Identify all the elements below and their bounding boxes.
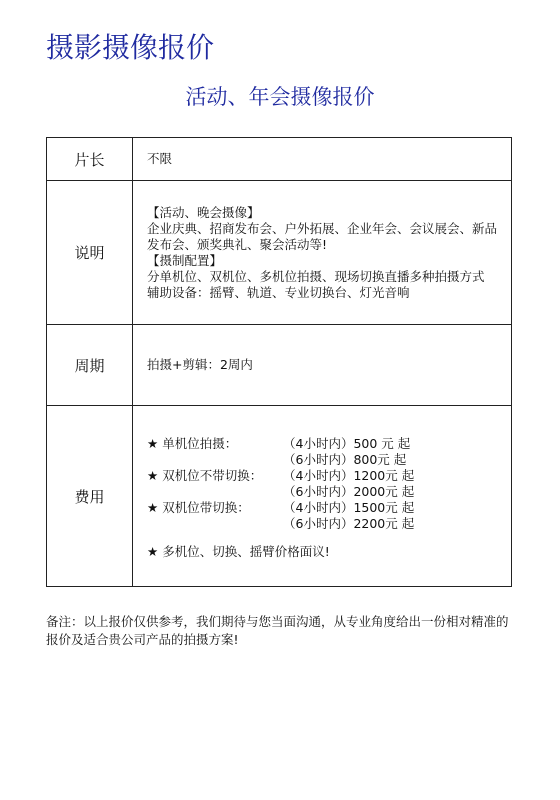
fee-item-name-wrap [147, 500, 283, 516]
table-row-fee [47, 406, 512, 587]
fee-item-name: 单机位拍摄： [162, 436, 238, 451]
table-row-duration [47, 138, 512, 181]
fee-item [147, 468, 503, 484]
fee-item-price: （6小时内）2000元 起 [283, 484, 415, 499]
table-row-cycle [47, 325, 512, 406]
cycle-label: 周期 [47, 325, 133, 406]
fee-item-name-wrap [147, 468, 283, 484]
fee-item-price: （6小时内）2200元 起 [283, 516, 415, 531]
star-icon: ★ [147, 468, 159, 483]
cycle-value: 拍摄+剪辑：2周内 [133, 325, 512, 406]
page-title: 摄影摄像报价 [46, 31, 215, 64]
description-line: 分单机位、双机位、多机位拍摄、现场切换直播多种拍摄方式 [147, 268, 485, 284]
fee-content [133, 406, 512, 587]
fee-item-continued [147, 516, 503, 532]
description-line: 辅助设备：摇臂、轨道、专业切换台、灯光音响 [147, 284, 410, 300]
star-icon: ★ [147, 436, 159, 451]
description-line: 【活动、晚会摄像】 [147, 204, 260, 220]
fee-list [147, 432, 503, 560]
fee-item-spacer [147, 484, 283, 500]
footnote: 备注：以上报价仅供参考，我们期待与您当面沟通，从专业角度给出一份相对精准的报价及适合贵公司产品的拍摄方案! [46, 614, 509, 647]
fee-item [147, 436, 503, 452]
fee-item-price: （4小时内）1500元 起 [283, 500, 415, 515]
fee-item-price: （6小时内）800元 起 [283, 452, 407, 467]
fee-item-name-wrap [147, 436, 283, 452]
description-line: 【摄制配置】 [147, 252, 223, 268]
fee-label: 费用 [47, 406, 133, 587]
star-icon: ★ [147, 500, 159, 515]
fee-note [147, 544, 503, 560]
description-line: 企业庆典、招商发布会、户外拓展、企业年会、会议展会、新品发布会、颁奖典礼、聚会活动等! [147, 220, 498, 252]
fee-item-name: 双机位带切换： [162, 500, 250, 515]
page-subtitle: 活动、年会摄像报价 [185, 85, 375, 109]
star-icon: ★ [147, 544, 159, 559]
fee-note-text: 多机位、切换、摇臂价格面议! [162, 544, 330, 559]
fee-item-spacer [147, 452, 283, 468]
fee-item-price: （4小时内）500 元 起 [283, 436, 411, 451]
fee-item [147, 500, 503, 516]
duration-label: 片长 [47, 138, 133, 181]
fee-item-spacer [147, 516, 283, 532]
quote-table [46, 137, 512, 587]
description-label: 说明 [47, 181, 133, 325]
fee-item-name: 双机位不带切换： [162, 468, 263, 483]
description-content [133, 181, 512, 325]
table-row-description [47, 181, 512, 325]
fee-item-continued [147, 452, 503, 468]
duration-value: 不限 [133, 138, 512, 181]
fee-item-price: （4小时内）1200元 起 [283, 468, 415, 483]
fee-item-continued [147, 484, 503, 500]
